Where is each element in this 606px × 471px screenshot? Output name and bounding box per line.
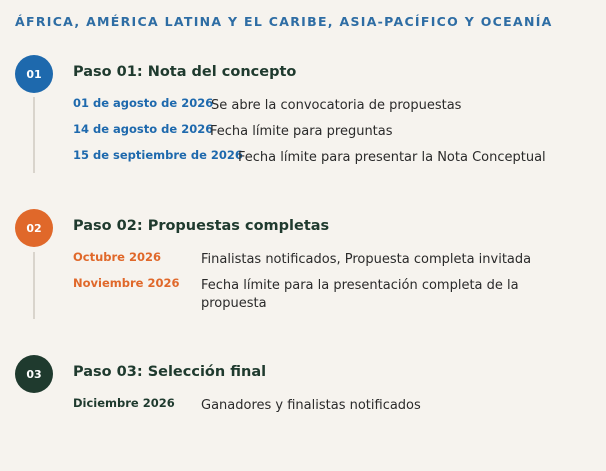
- region-title: ÁFRICA, AMÉRICA LATINA Y EL CARIBE, ASIA-PACÍFICO Y OCEANÍA: [15, 14, 553, 29]
- timeline-description: Ganadores y finalistas notificados: [201, 398, 421, 413]
- step-number-badge: 03: [15, 355, 53, 393]
- timeline-date: Diciembre 2026: [73, 396, 175, 410]
- timeline-date: Noviembre 2026: [73, 276, 180, 290]
- timeline-description: Fecha límite para preguntas: [210, 124, 393, 139]
- step-number-badge: 02: [15, 209, 53, 247]
- timeline-line: [33, 252, 35, 319]
- timeline-description: Finalistas notificados, Propuesta completa invitada: [201, 252, 532, 267]
- timeline-date: 01 de agosto de 2026: [73, 96, 214, 110]
- timeline-date: Octubre 2026: [73, 250, 161, 264]
- step-title: Paso 03: Selección final: [73, 364, 267, 380]
- timeline-description: Fecha límite para presentar la Nota Conceptual: [238, 150, 546, 165]
- timeline-date: 14 de agosto de 2026: [73, 122, 214, 136]
- timeline-description: Fecha límite para la presentación completa de la propuesta: [201, 278, 519, 311]
- step-title: Paso 01: Nota del concepto: [73, 64, 297, 80]
- step-title: Paso 02: Propuestas completas: [73, 218, 330, 234]
- timeline-line: [33, 97, 35, 173]
- step-number-badge: 01: [15, 55, 53, 93]
- timeline-date: 15 de septiembre de 2026: [73, 148, 243, 162]
- timeline-description: Se abre la convocatoria de propuestas: [211, 98, 462, 113]
